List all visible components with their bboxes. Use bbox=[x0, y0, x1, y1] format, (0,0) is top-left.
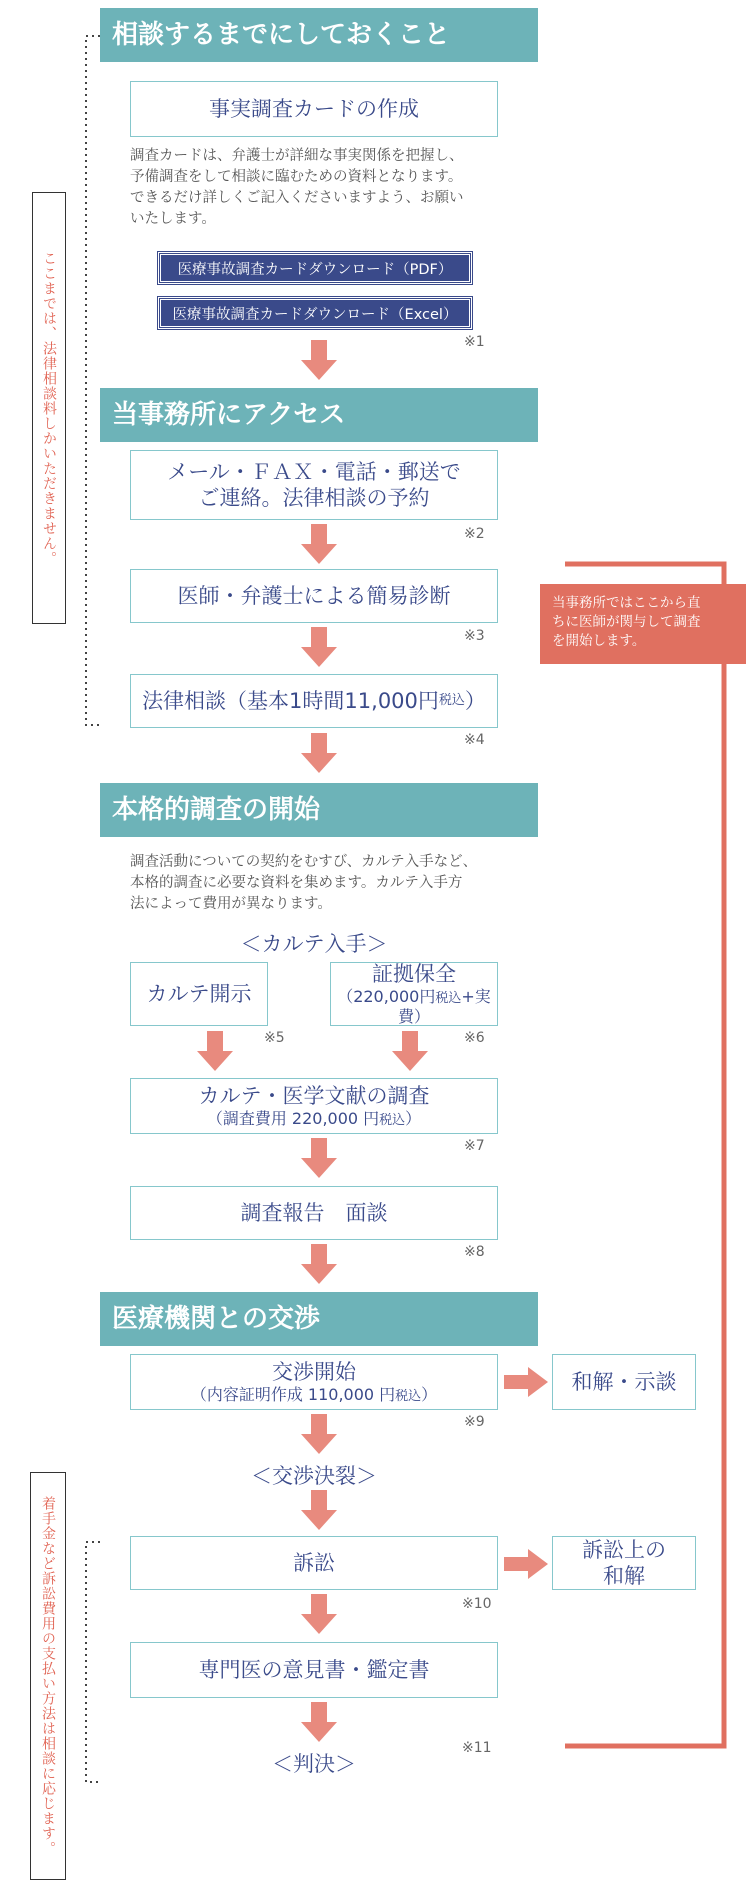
arrow-down-icon bbox=[301, 1702, 337, 1742]
step-report: 調査報告 面談 bbox=[130, 1186, 498, 1240]
desc-line: 本格的調査に必要な資料を集めます。カルテ入手方 bbox=[130, 875, 463, 891]
step-lawsuit: 訴訟 bbox=[130, 1536, 498, 1590]
desc-line: 調査カードは、弁護士が詳細な事実関係を把握し、 bbox=[130, 148, 464, 164]
karte-title: ＜カルテ入手＞ bbox=[240, 932, 388, 956]
arrow-down-icon bbox=[301, 1138, 337, 1178]
doctor-note-line: ちに医師が関与して調査 bbox=[552, 614, 701, 630]
arrow-down-icon bbox=[301, 1490, 337, 1530]
card-description bbox=[130, 146, 510, 230]
desc-line: 調査活動についての契約をむすび、カルテ入手など、 bbox=[130, 854, 478, 870]
doctor-note-line: 当事務所ではここから直 bbox=[552, 595, 701, 611]
desc-line: 法によって費用が異なります。 bbox=[130, 896, 332, 912]
step-karte-open: カルテ開示 bbox=[130, 962, 268, 1026]
note-10: ※10 bbox=[462, 1596, 492, 1612]
doctor-note-line: を開始します。 bbox=[552, 633, 646, 649]
note-4: ※4 bbox=[464, 732, 485, 748]
step-card: 事実調査カードの作成 bbox=[130, 81, 498, 137]
arrow-down-icon bbox=[301, 733, 337, 773]
step-court-settlement: 訴訟上の 和解 bbox=[552, 1536, 696, 1590]
section-header-access: 当事務所にアクセス bbox=[100, 388, 538, 442]
arrow-right-icon bbox=[504, 1367, 548, 1397]
note-3: ※3 bbox=[464, 628, 485, 644]
step-expert-opinion: 専門医の意見書・鑑定書 bbox=[130, 1642, 498, 1698]
download-pdf-button[interactable]: 医療事故調査カードダウンロード（PDF） bbox=[158, 252, 472, 284]
note-9: ※9 bbox=[464, 1414, 485, 1430]
arrow-down-icon bbox=[301, 524, 337, 564]
arrow-down-icon bbox=[301, 1244, 337, 1284]
doctor-note bbox=[540, 584, 746, 664]
judgment: ＜判決＞ bbox=[272, 1752, 356, 1776]
note-5: ※5 bbox=[264, 1030, 285, 1046]
arrow-down-icon bbox=[301, 340, 337, 380]
note-11: ※11 bbox=[462, 1740, 492, 1756]
step-evidence: 証拠保全 （220,000円税込+実費） bbox=[330, 962, 498, 1026]
download-excel-button[interactable]: 医療事故調査カードダウンロード（Excel） bbox=[158, 297, 472, 329]
note-7: ※7 bbox=[464, 1138, 485, 1154]
note-8: ※8 bbox=[464, 1244, 485, 1260]
desc-line: いたします。 bbox=[130, 211, 216, 227]
note-6: ※6 bbox=[464, 1030, 485, 1046]
arrow-down-icon bbox=[301, 627, 337, 667]
fees-note: 着手金など訴訟費用の支払い方法は相談に応じます。 bbox=[30, 1472, 66, 1880]
free-consultation-note: ここまでは、法律相談料しかいただきません。 bbox=[32, 192, 66, 624]
arrow-down-icon bbox=[392, 1031, 428, 1071]
step-negotiation-start: 交渉開始 （内容証明作成 110,000 円税込） bbox=[130, 1354, 498, 1410]
desc-line: できるだけ詳しくご記入くださいますよう、お願い bbox=[130, 190, 464, 206]
step-settlement: 和解・示談 bbox=[552, 1354, 696, 1410]
arrow-right-icon bbox=[504, 1549, 548, 1579]
arrow-down-icon bbox=[197, 1031, 233, 1071]
negotiation-breakdown: ＜交渉決裂＞ bbox=[251, 1464, 377, 1488]
section-header-negotiation: 医療機関との交渉 bbox=[100, 1292, 538, 1346]
section-header-investigation: 本格的調査の開始 bbox=[100, 783, 538, 837]
note-2: ※2 bbox=[464, 526, 485, 542]
arrow-down-icon bbox=[301, 1414, 337, 1454]
investigation-description bbox=[130, 852, 510, 915]
step-contact: メール・ＦＡＸ・電話・郵送で ご連絡。法律相談の予約 bbox=[130, 450, 498, 520]
step-consultation: 法律相談（基本1時間11,000円 税込 ） bbox=[130, 674, 498, 728]
step-diagnosis: 医師・弁護士による簡易診断 bbox=[130, 569, 498, 623]
arrow-down-icon bbox=[301, 1594, 337, 1634]
desc-line: 予備調査をして相談に臨むための資料となります。 bbox=[130, 169, 463, 185]
note-1: ※1 bbox=[464, 334, 485, 350]
step-research: カルテ・医学文献の調査 （調査費用 220,000 円税込） bbox=[130, 1078, 498, 1134]
section-header-prep: 相談するまでにしておくこと bbox=[100, 8, 538, 62]
